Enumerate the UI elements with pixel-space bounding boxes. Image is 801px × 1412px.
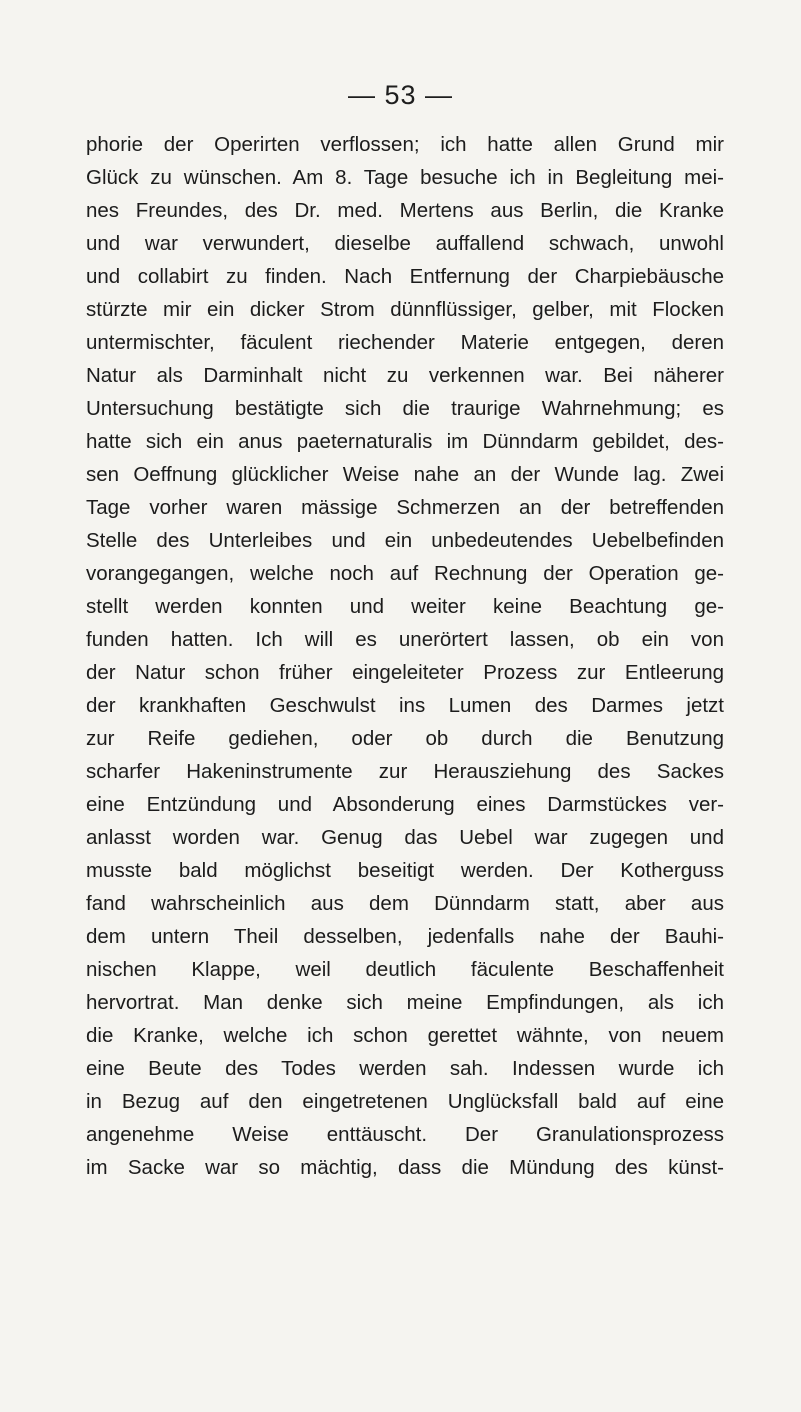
text-line: hatte sich ein anus paeternaturalis im Dünndarm gebildet, des- bbox=[86, 430, 724, 453]
text-line: angenehme Weise enttäuscht. Der Granulationsprozess bbox=[86, 1123, 724, 1146]
page-number: — 53 — bbox=[347, 80, 454, 110]
text-line: untermischter, fäculent riechender Materie entgegen, deren bbox=[86, 331, 724, 354]
text-line: fand wahrscheinlich aus dem Dünndarm statt, aber aus bbox=[86, 892, 724, 915]
text-line: scharfer Hakeninstrumente zur Herausziehung des Sackes bbox=[86, 760, 724, 783]
text-line: die Kranke, welche ich schon gerettet wähnte, von neuem bbox=[86, 1024, 724, 1047]
text-line: musste bald möglichst beseitigt werden. Der Kotherguss bbox=[86, 859, 724, 882]
text-line: sen Oeffnung glücklicher Weise nahe an der Wunde lag. Zwei bbox=[86, 463, 724, 486]
text-line: nes Freundes, des Dr. med. Mertens aus Berlin, die Kranke bbox=[86, 199, 724, 222]
text-line: dem untern Theil desselben, jedenfalls nahe der Bauhi- bbox=[86, 925, 724, 948]
body-text bbox=[86, 128, 724, 1184]
text-line: eine Beute des Todes werden sah. Indessen wurde ich bbox=[86, 1057, 724, 1080]
text-line: und collabirt zu finden. Nach Entfernung der Charpiebäusche bbox=[86, 265, 724, 288]
text-line: im Sacke war so mächtig, dass die Mündung des künst- bbox=[86, 1156, 724, 1179]
text-line: Natur als Darminhalt nicht zu verkennen war. Bei näherer bbox=[86, 364, 724, 387]
text-line: stürzte mir ein dicker Strom dünnflüssiger, gelber, mit Flocken bbox=[86, 298, 724, 321]
text-line: anlasst worden war. Genug das Uebel war zugegen und bbox=[86, 826, 724, 849]
text-line: der Natur schon früher eingeleiteter Prozess zur Entleerung bbox=[86, 661, 724, 684]
text-line: Glück zu wünschen. Am 8. Tage besuche ich in Begleitung mei- bbox=[86, 166, 724, 189]
text-line: Untersuchung bestätigte sich die traurige Wahrnehmung; es bbox=[86, 397, 724, 420]
text-line: funden hatten. Ich will es unerörtert lassen, ob ein von bbox=[86, 628, 724, 651]
text-line: hervortrat. Man denke sich meine Empfindungen, als ich bbox=[86, 991, 724, 1014]
text-line: phorie der Operirten verflossen; ich hatte allen Grund mir bbox=[86, 133, 724, 156]
text-line: eine Entzündung und Absonderung eines Darmstückes ver- bbox=[86, 793, 724, 816]
text-line: und war verwundert, dieselbe auffallend schwach, unwohl bbox=[86, 232, 724, 255]
text-line: vorangegangen, welche noch auf Rechnung der Operation ge- bbox=[86, 562, 724, 585]
text-line: Tage vorher waren mässige Schmerzen an der betreffenden bbox=[86, 496, 724, 519]
text-line: zur Reife gediehen, oder ob durch die Benutzung bbox=[86, 727, 724, 750]
text-line: Stelle des Unterleibes und ein unbedeutendes Uebelbefinden bbox=[86, 529, 724, 552]
text-line: der krankhaften Geschwulst ins Lumen des Darmes jetzt bbox=[86, 694, 724, 717]
text-line: stellt werden konnten und weiter keine Beachtung ge- bbox=[86, 595, 724, 618]
text-line: nischen Klappe, weil deutlich fäculente Beschaffenheit bbox=[86, 958, 724, 981]
text-line: in Bezug auf den eingetretenen Unglücksfall bald auf eine bbox=[86, 1090, 724, 1113]
